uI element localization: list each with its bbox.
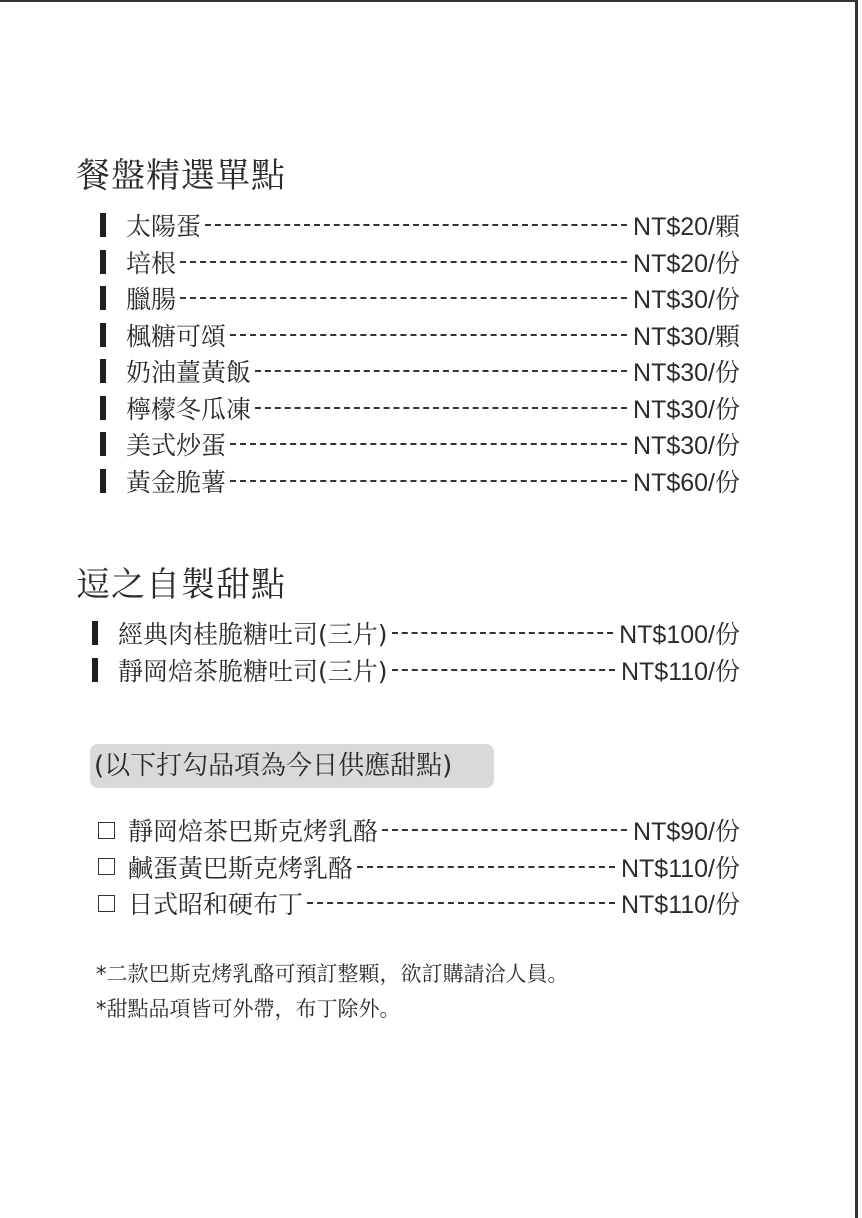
menu-item <box>98 885 740 922</box>
item-name: 靜岡焙茶脆糖吐司(三片) <box>118 656 388 686</box>
dash-leader <box>230 443 627 445</box>
item-price: NT$110/份 <box>620 657 740 686</box>
section-title-dessert: 逗之自製甜點 <box>76 565 286 605</box>
item-price: NT$90/份 <box>633 818 740 847</box>
bullet-bar <box>100 432 106 456</box>
daily-dessert-list <box>98 812 740 922</box>
dash-leader <box>255 370 627 372</box>
item-name: 培根 <box>126 248 177 278</box>
menu-item <box>98 812 740 849</box>
dash-leader <box>230 334 627 336</box>
footnote: *甜點品項皆可外帶，布丁除外。 <box>96 997 401 1021</box>
item-price: NT$30/份 <box>633 286 740 315</box>
section-title-platter: 餐盤精選單點 <box>76 156 286 196</box>
menu-item <box>92 615 740 652</box>
checkbox[interactable] <box>98 858 115 875</box>
menu-item <box>100 353 740 390</box>
bullet-bar <box>100 213 106 237</box>
dash-leader <box>357 866 615 868</box>
dash-leader <box>382 829 627 831</box>
bullet-bar <box>100 323 106 347</box>
bullet-bar <box>92 658 98 682</box>
item-name: 靜岡焙茶巴斯克烤乳酪 <box>128 817 379 847</box>
menu-item <box>100 280 740 317</box>
menu-item <box>92 652 740 689</box>
dash-leader <box>205 224 627 226</box>
bullet-bar <box>100 359 106 383</box>
menu-item <box>100 390 740 427</box>
dash-leader <box>307 902 615 904</box>
item-name: 鹹蛋黃巴斯克烤乳酪 <box>128 853 354 883</box>
item-price: NT$20/份 <box>633 249 740 278</box>
dash-leader <box>180 261 627 263</box>
item-price: NT$110/份 <box>620 891 740 920</box>
checkbox[interactable] <box>98 895 115 912</box>
platter-menu-list <box>100 207 740 499</box>
item-price: NT$30/顆 <box>633 322 740 351</box>
item-name: 檸檬冬瓜凍 <box>126 394 252 424</box>
daily-dessert-note: (以下打勾品項為今日供應甜點) <box>90 744 494 788</box>
item-price: NT$60/份 <box>633 468 740 497</box>
checkbox[interactable] <box>98 822 115 839</box>
menu-item <box>100 244 740 281</box>
dessert-menu-list <box>92 615 740 688</box>
menu-item <box>100 207 740 244</box>
bullet-bar <box>100 469 106 493</box>
item-name: 日式昭和硬布丁 <box>128 890 304 920</box>
dash-leader <box>392 632 614 634</box>
item-name: 黃金脆薯 <box>126 467 227 497</box>
footnote: *二款巴斯克烤乳酪可預訂整顆，欲訂購請洽人員。 <box>96 962 569 986</box>
item-price: NT$110/份 <box>620 854 740 883</box>
menu-item <box>100 317 740 354</box>
item-price: NT$100/份 <box>619 621 740 650</box>
bullet-bar <box>100 396 106 420</box>
item-price: NT$30/份 <box>633 359 740 388</box>
dash-leader <box>392 669 615 671</box>
bullet-bar <box>100 250 106 274</box>
dash-leader <box>255 407 627 409</box>
item-name: 經典肉桂脆糖吐司(三片) <box>118 620 388 650</box>
bullet-bar <box>92 621 98 645</box>
menu-item <box>98 849 740 886</box>
dash-leader <box>180 297 627 299</box>
item-name: 美式炒蛋 <box>126 431 227 461</box>
dash-leader <box>230 480 627 482</box>
item-name: 太陽蛋 <box>126 212 202 242</box>
item-price: NT$20/顆 <box>633 213 740 242</box>
item-name: 臘腸 <box>126 285 177 315</box>
item-name: 楓糖可頌 <box>126 321 227 351</box>
item-name: 奶油薑黃飯 <box>126 358 252 388</box>
item-price: NT$30/份 <box>633 395 740 424</box>
menu-item <box>100 463 740 500</box>
item-price: NT$30/份 <box>633 432 740 461</box>
menu-item <box>100 426 740 463</box>
bullet-bar <box>100 286 106 310</box>
